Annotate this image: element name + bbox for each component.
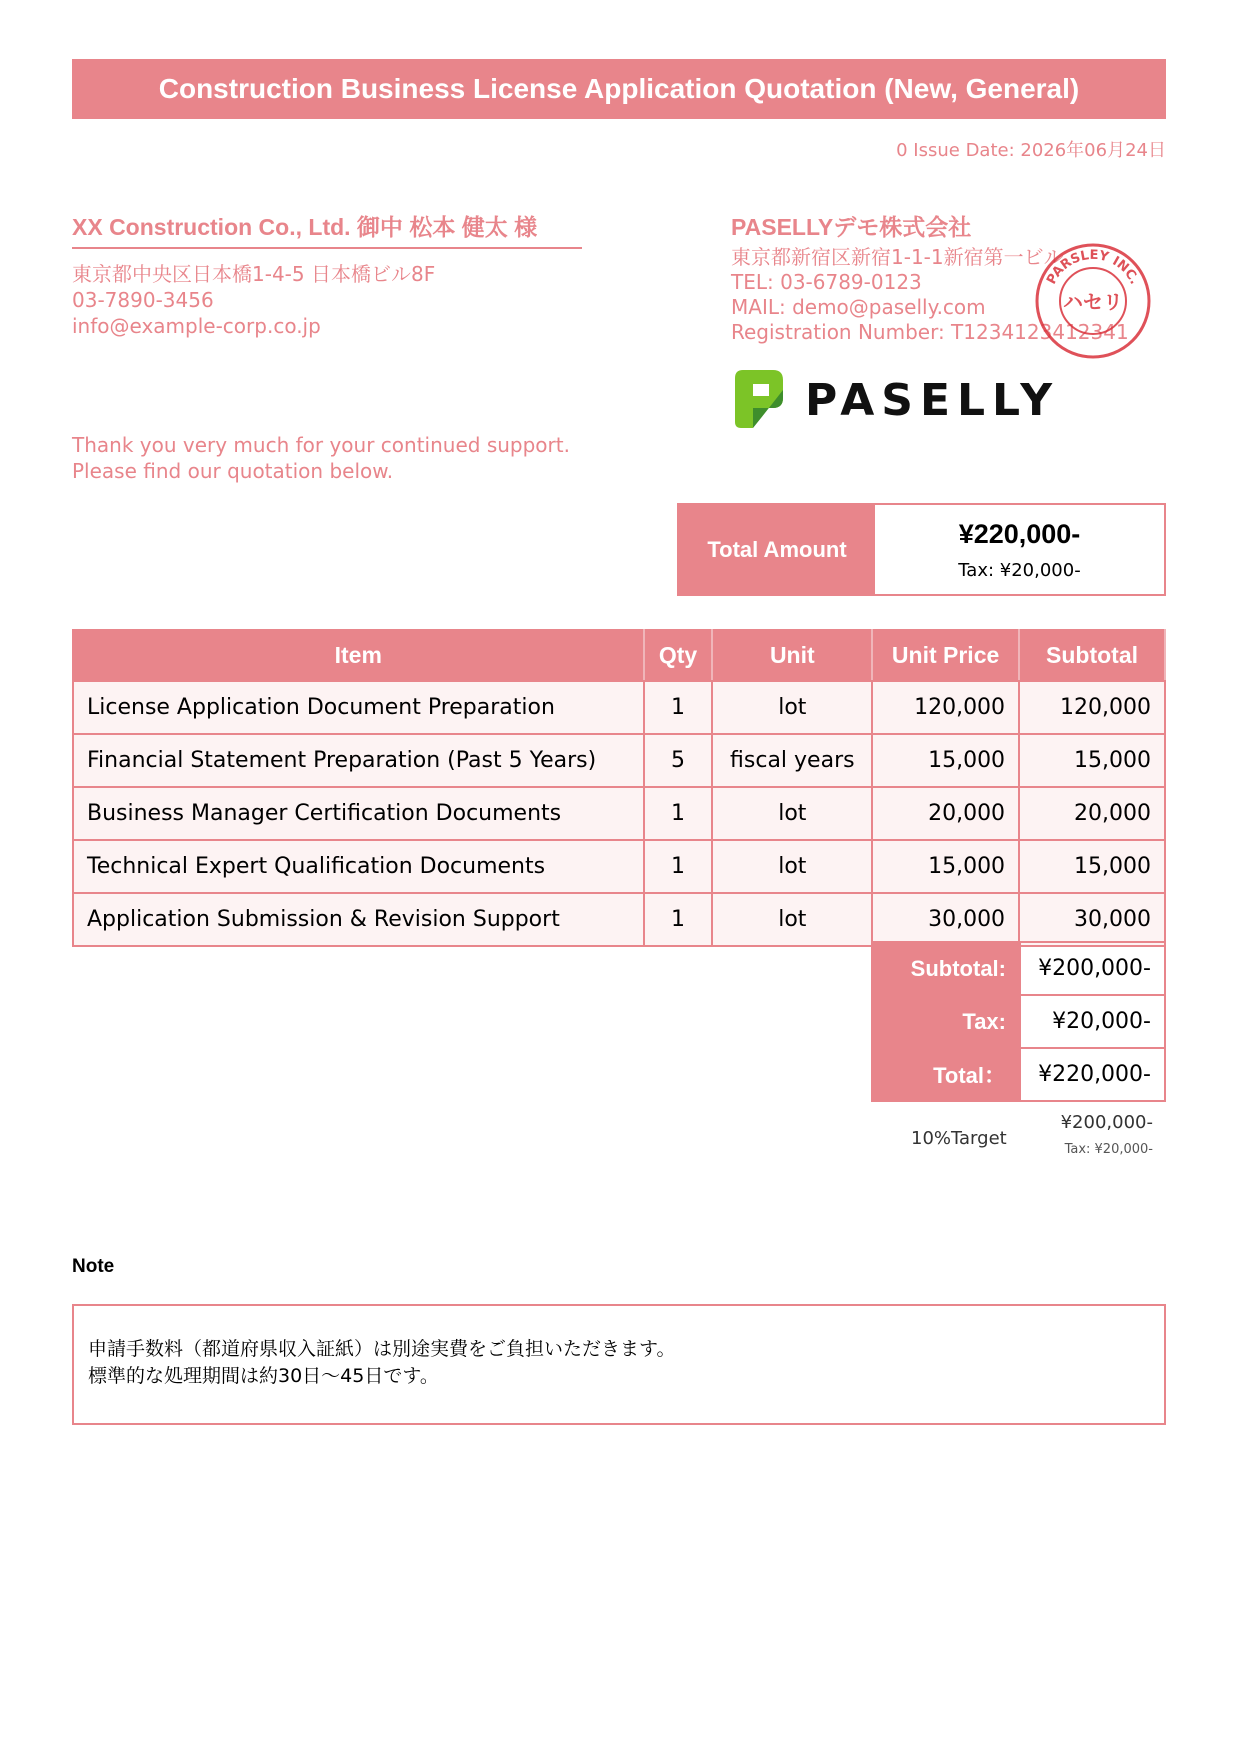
issuer-address: 東京都新宿区新宿1-1-1新宿第一ビル: [731, 245, 1064, 269]
table-row: [73, 681, 1165, 734]
cell-subtotal: 20,000: [1019, 787, 1165, 840]
summary-total-value: ¥220,000-: [1020, 1048, 1165, 1101]
summary-total-row: [872, 1048, 1165, 1101]
summary-total-label: Total：: [872, 1048, 1020, 1101]
issuer-mail: MAIL: demo@paselly.com: [731, 295, 986, 319]
summary-tax-value: ¥20,000-: [1020, 995, 1165, 1048]
tax-rate-label: 10%Target: [911, 1128, 1007, 1149]
issuer-name: PASELLYデモ株式会社: [731, 214, 972, 240]
cell-qty: 5: [644, 734, 713, 787]
note-title: Note: [72, 1256, 115, 1277]
table-row: [73, 840, 1165, 893]
cell-unit: fiscal years: [712, 734, 872, 787]
header-subtotal: Subtotal: [1019, 630, 1165, 681]
summary-table: [871, 941, 1166, 1102]
table-row: [73, 893, 1165, 946]
cell-item: Technical Expert Qualification Documents: [73, 840, 644, 893]
table-header-row: [73, 630, 1165, 681]
cell-item: Financial Statement Preparation (Past 5 Years): [73, 734, 644, 787]
seal-outer-text: PARSLEY INC.: [1044, 247, 1142, 287]
header-qty: Qty: [644, 630, 713, 681]
cell-item: Application Submission & Revision Support: [73, 893, 644, 946]
recipient-email: info@example-corp.co.jp: [72, 314, 321, 338]
total-amount-box: [677, 503, 1166, 596]
cell-qty: 1: [644, 787, 713, 840]
total-amount-value: ¥220,000-: [958, 518, 1081, 549]
cell-subtotal: 15,000: [1019, 734, 1165, 787]
recipient-block: [72, 213, 582, 339]
note-line-1: 申請手数料（都道府県収入証紙）は別途実費をご負担いただきます。: [88, 1338, 676, 1360]
table-row: [73, 734, 1165, 787]
cell-unit-price: 15,000: [872, 840, 1019, 893]
cell-unit: lot: [712, 681, 872, 734]
seal-inner-text: ハセリ: [1063, 290, 1123, 314]
logo-wordmark: PASELLY: [805, 375, 1060, 426]
header-unit: Unit: [712, 630, 872, 681]
cell-qty: 1: [644, 840, 713, 893]
tax-target-amount: ¥200,000-: [1060, 1112, 1153, 1133]
header-item: Item: [73, 630, 644, 681]
items-table: [72, 629, 1166, 947]
document-title: Construction Business License Application Quotation (New, General): [72, 59, 1166, 119]
cell-subtotal: 30,000: [1019, 893, 1165, 946]
note-box: [72, 1304, 1166, 1425]
summary-tax-row: [872, 995, 1165, 1048]
cell-qty: 1: [644, 893, 713, 946]
cell-item: Business Manager Certification Documents: [73, 787, 644, 840]
header-unit-price: Unit Price: [872, 630, 1019, 681]
cell-unit-price: 120,000: [872, 681, 1019, 734]
tax-target-tax: Tax: ¥20,000-: [1064, 1142, 1153, 1157]
issuer-tel: TEL: 03-6789-0123: [731, 270, 922, 294]
recipient-phone: 03-7890-3456: [72, 288, 214, 312]
issue-date: 0 Issue Date: 2026年06月24日: [896, 140, 1166, 161]
cell-unit-price: 20,000: [872, 787, 1019, 840]
cell-unit: lot: [712, 787, 872, 840]
company-seal-stamp: [1033, 241, 1153, 361]
cell-qty: 1: [644, 681, 713, 734]
summary-subtotal-value: ¥200,000-: [1020, 942, 1165, 995]
recipient-address: 東京都中央区日本橋1-4-5 日本橋ビル8F: [72, 262, 436, 286]
greeting: [72, 432, 570, 484]
summary-tax-label: Tax:: [872, 995, 1020, 1048]
cell-subtotal: 15,000: [1019, 840, 1165, 893]
greeting-line-2: Please find our quotation below.: [72, 459, 394, 483]
summary-subtotal-label: Subtotal:: [872, 942, 1020, 995]
cell-unit-price: 15,000: [872, 734, 1019, 787]
note-line-2: 標準的な処理期間は約30日～45日です。: [88, 1365, 439, 1387]
cell-item: License Application Document Preparation: [73, 681, 644, 734]
total-tax-value: Tax: ¥20,000-: [958, 559, 1081, 581]
paselly-logo: [731, 368, 1061, 430]
cell-unit-price: 30,000: [872, 893, 1019, 946]
total-amount-label: Total Amount: [679, 505, 875, 594]
cell-unit: lot: [712, 893, 872, 946]
cell-subtotal: 120,000: [1019, 681, 1165, 734]
summary-subtotal-row: [872, 942, 1165, 995]
table-row: [73, 787, 1165, 840]
recipient-name: XX Construction Co., Ltd. 御中 松本 健太 様: [72, 213, 582, 249]
cell-unit: lot: [712, 840, 872, 893]
issuer-registration: Registration Number: T1234123412341: [731, 320, 1129, 344]
greeting-line-1: Thank you very much for your continued support.: [72, 433, 570, 457]
